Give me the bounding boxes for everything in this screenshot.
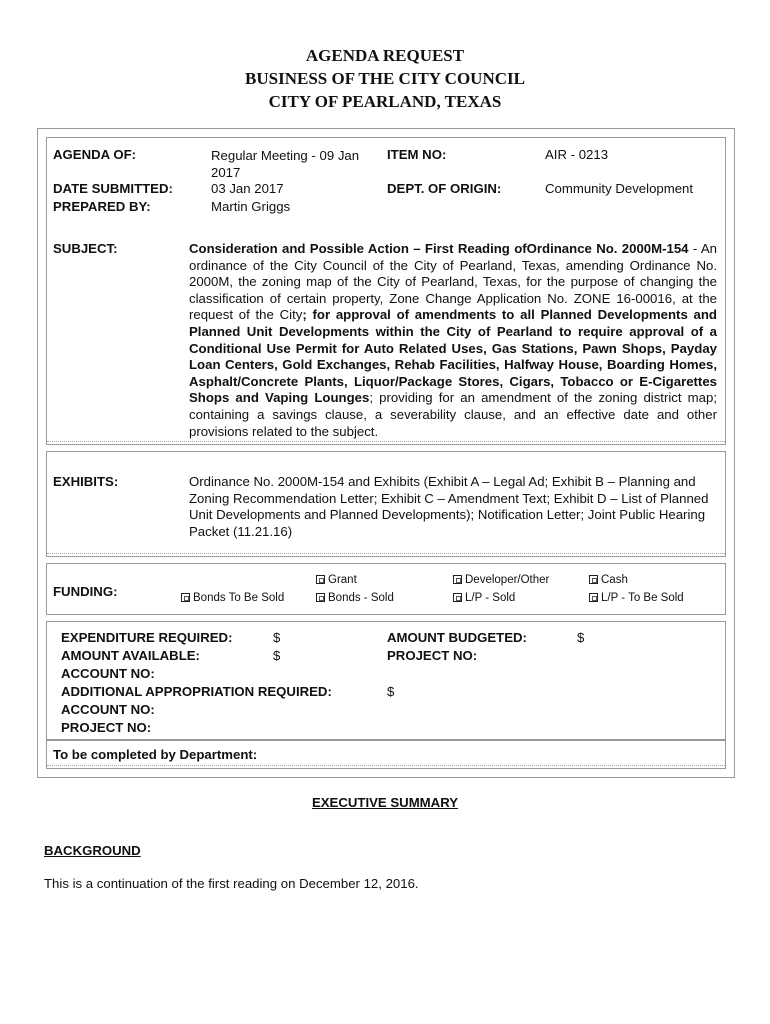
funding-developer-option[interactable] bbox=[453, 574, 549, 586]
cash-checkbox[interactable] bbox=[589, 575, 598, 584]
lp-to-be-sold-checkbox[interactable] bbox=[589, 593, 598, 602]
prepared-by-label: PREPARED BY: bbox=[53, 199, 151, 214]
subject-title: Consideration and Possible Action – First Reading ofOrdinance No. 2000M-154 bbox=[189, 241, 689, 256]
bonds-sold-label: Bonds - Sold bbox=[328, 592, 394, 604]
grant-checkbox[interactable] bbox=[316, 575, 325, 584]
amount-budgeted-label: AMOUNT BUDGETED: bbox=[387, 630, 527, 645]
subject-label: SUBJECT: bbox=[53, 241, 118, 256]
funding-section bbox=[46, 563, 726, 615]
funding-label: FUNDING: bbox=[53, 584, 118, 599]
amount-available-label: AMOUNT AVAILABLE: bbox=[61, 648, 200, 663]
agenda-form bbox=[37, 128, 735, 778]
bonds-to-be-sold-checkbox[interactable] bbox=[181, 593, 190, 602]
background-heading: BACKGROUND bbox=[44, 843, 141, 858]
info-section bbox=[46, 137, 726, 445]
additional-appropriation-value: $ bbox=[387, 684, 395, 699]
subject-text bbox=[189, 241, 717, 440]
funding-lp-sold-option[interactable] bbox=[453, 592, 515, 604]
agenda-of-value-line-2: 2017 bbox=[211, 165, 241, 180]
info-divider bbox=[47, 441, 725, 442]
additional-appropriation-label: ADDITIONAL APPROPRIATION REQUIRED: bbox=[61, 684, 332, 699]
amount-available-value: $ bbox=[273, 648, 281, 663]
date-submitted-label: DATE SUBMITTED: bbox=[53, 181, 173, 196]
funding-lp-to-be-sold-option[interactable] bbox=[589, 592, 684, 604]
expenditure-section bbox=[46, 621, 726, 741]
department-label: To be completed by Department: bbox=[53, 747, 258, 762]
header-line-3: CITY OF PEARLAND, TEXAS bbox=[268, 92, 502, 111]
funding-grant-option[interactable] bbox=[316, 574, 357, 586]
funding-cash-option[interactable] bbox=[589, 574, 628, 586]
exhibits-text: Ordinance No. 2000M-154 and Exhibits (Exhibit A – Legal Ad; Exhibit B – Planning and Zoning Recommendation Letter; Exhibit C – Amendment Text; Exhibit D – List of Planned Unit Developments and Planned Developments); Notification Letter; Joint Public Hearing Packet (11.21.16) bbox=[189, 474, 709, 539]
lp-sold-label: L/P - Sold bbox=[465, 592, 516, 604]
date-submitted-value: 03 Jan 2017 bbox=[211, 181, 284, 196]
lp-to-be-sold-label: L/P - To Be Sold bbox=[601, 592, 684, 604]
item-no-label: ITEM NO: bbox=[387, 147, 447, 162]
amount-budgeted-value: $ bbox=[577, 630, 585, 645]
expenditure-required-value: $ bbox=[273, 630, 281, 645]
funding-bonds-sold-option[interactable] bbox=[316, 592, 394, 604]
subject-amendment-description: ; for approval of amendments to all Planned Developments and Planned Unit Developments within the City of Pearland to require approval of a Conditional Use Permit for Auto Related Uses, Gas Stations, Pawn Shops, Payday Loan Centers, Gold Exchanges, Rehab Facilities, Halfway House, Boarding Homes, Asphalt/Concrete Plants, Liquor/Package Stores, Cigars, Tobacco or E-Cigarettes Shops and Vaping Lounges bbox=[189, 307, 717, 406]
document-header bbox=[0, 44, 770, 113]
project-no-2-label: PROJECT NO: bbox=[61, 720, 152, 735]
bonds-sold-checkbox[interactable] bbox=[316, 593, 325, 602]
department-section bbox=[46, 739, 726, 769]
developer-label: Developer/Other bbox=[465, 574, 550, 586]
agenda-of-value bbox=[211, 147, 359, 181]
bonds-to-be-sold-label: Bonds To Be Sold bbox=[193, 592, 285, 604]
exhibits-section bbox=[46, 451, 726, 557]
header-line-1: AGENDA REQUEST bbox=[305, 46, 465, 65]
subject-provisions: ; providing for an amendment of the zoning district map; containing a savings clause, a severability clause, and an effective date and other provisions related to the subject. bbox=[189, 390, 717, 439]
lp-sold-checkbox[interactable] bbox=[453, 593, 462, 602]
funding-bonds-to-be-sold-option[interactable] bbox=[181, 592, 284, 604]
exhibits-divider bbox=[47, 553, 725, 554]
department-divider bbox=[47, 765, 725, 766]
header-line-2: BUSINESS OF THE CITY COUNCIL bbox=[245, 69, 525, 88]
executive-summary-title: EXECUTIVE SUMMARY bbox=[311, 795, 459, 810]
agenda-of-label: AGENDA OF: bbox=[53, 147, 137, 162]
developer-checkbox[interactable] bbox=[453, 575, 462, 584]
account-no-label: ACCOUNT NO: bbox=[61, 666, 155, 681]
dept-value: Community Development bbox=[545, 181, 694, 196]
expenditure-required-label: EXPENDITURE REQUIRED: bbox=[61, 630, 233, 645]
account-no-2-label: ACCOUNT NO: bbox=[61, 702, 155, 717]
cash-label: Cash bbox=[601, 574, 628, 586]
project-no-label: PROJECT NO: bbox=[387, 648, 478, 663]
prepared-by-value: Martin Griggs bbox=[211, 199, 291, 214]
exhibits-label: EXHIBITS: bbox=[53, 474, 119, 489]
dept-label: DEPT. OF ORIGIN: bbox=[387, 181, 502, 196]
subject-ordinance-description: - An ordinance of the City Council of the City of Pearland, Texas, amending Ordinance No. 2000M, the zoning map of the City of Pearland, Texas, for the purpose of changing the classification of certain property, Zone Change Application No. ZONE 16-00016, at the request of the City bbox=[189, 241, 717, 323]
grant-label: Grant bbox=[328, 574, 357, 586]
background-text: This is a continuation of the first reading on December 12, 2016. bbox=[44, 876, 419, 891]
item-no-value: AIR - 0213 bbox=[545, 147, 609, 162]
agenda-of-value-line-1: Regular Meeting - 09 Jan bbox=[211, 148, 360, 163]
